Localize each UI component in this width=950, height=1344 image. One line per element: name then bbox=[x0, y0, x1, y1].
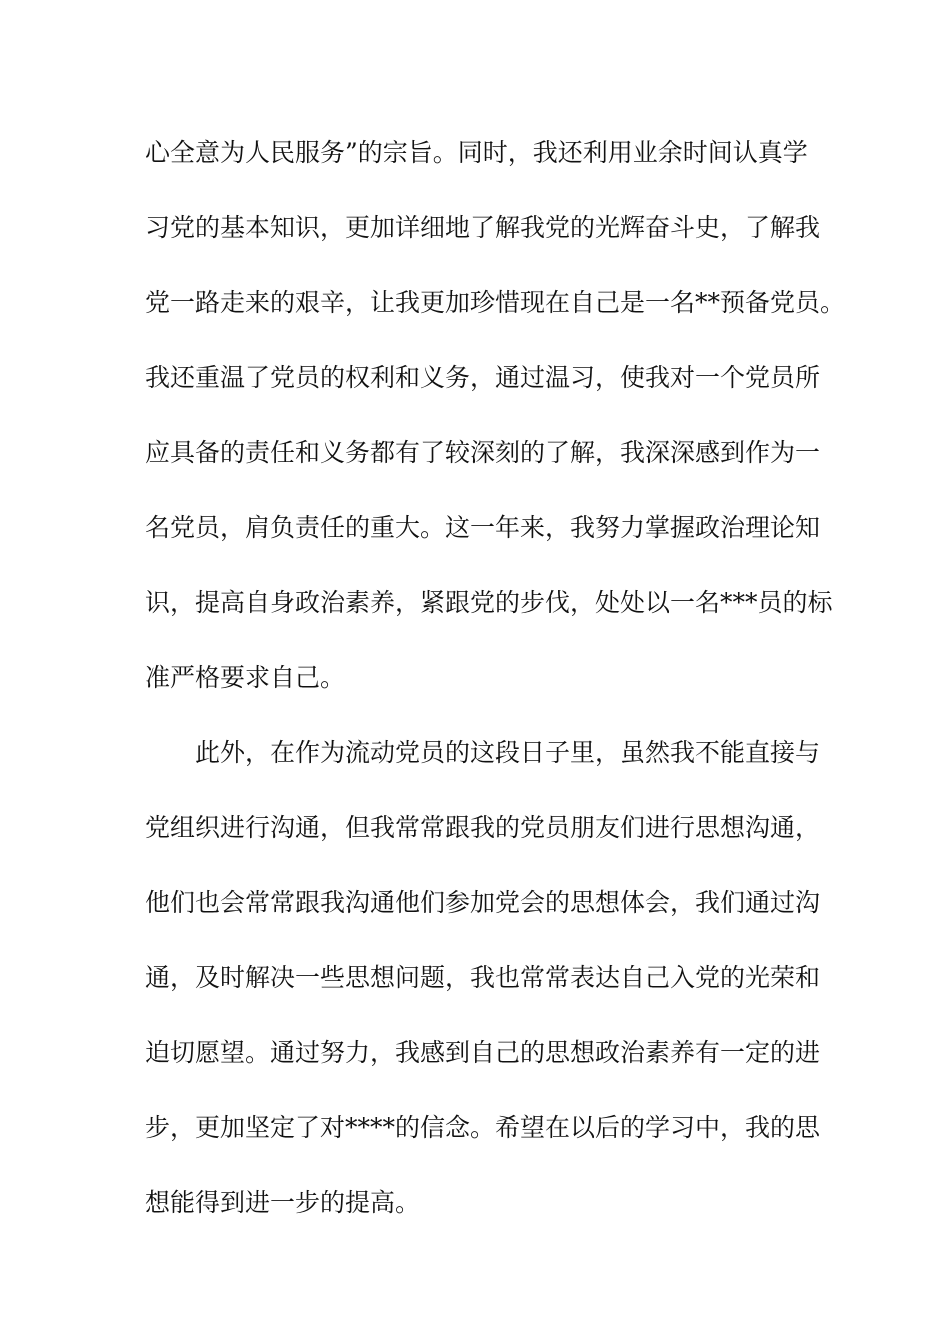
paragraph-line: 步，更加坚定了对****的信念。希望在以后的学习中，我的思 bbox=[145, 1113, 821, 1142]
paragraph-line: 应具备的责任和义务都有了较深刻的了解，我深深感到作为一 bbox=[145, 438, 821, 467]
paragraph-line: 习党的基本知识，更加详细地了解我党的光辉奋斗史，了解我 bbox=[145, 213, 821, 242]
paragraph-line: 迫切愿望。通过努力，我感到自己的思想政治素养有一定的进 bbox=[145, 1038, 821, 1067]
paragraph-line: 识，提高自身政治素养，紧跟党的步伐，处处以一名***员的标 bbox=[145, 588, 833, 617]
paragraph-line: 此外，在作为流动党员的这段日子里，虽然我不能直接与 bbox=[195, 738, 821, 767]
paragraph-line: 党组织进行沟通，但我常常跟我的党员朋友们进行思想沟通， bbox=[145, 813, 821, 842]
paragraph-line: 想能得到进一步的提高。 bbox=[145, 1188, 421, 1217]
paragraph-line: 心全意为人民服务”的宗旨。同时，我还利用业余时间认真学 bbox=[145, 138, 808, 167]
paragraph-line: 准严格要求自己。 bbox=[145, 663, 346, 692]
paragraph-line: 我还重温了党员的权利和义务，通过温习，使我对一个党员所 bbox=[145, 363, 821, 392]
paragraph-line: 他们也会常常跟我沟通他们参加党会的思想体会，我们通过沟 bbox=[145, 888, 821, 917]
paragraph-line: 党一路走来的艰辛，让我更加珍惜现在自己是一名**预备党员。 bbox=[145, 288, 846, 317]
document-body bbox=[145, 128, 846, 1253]
paragraph-line: 通，及时解决一些思想问题，我也常常表达自己入党的光荣和 bbox=[145, 963, 821, 992]
paragraph-line: 名党员，肩负责任的重大。这一年来，我努力掌握政治理论知 bbox=[145, 513, 821, 542]
